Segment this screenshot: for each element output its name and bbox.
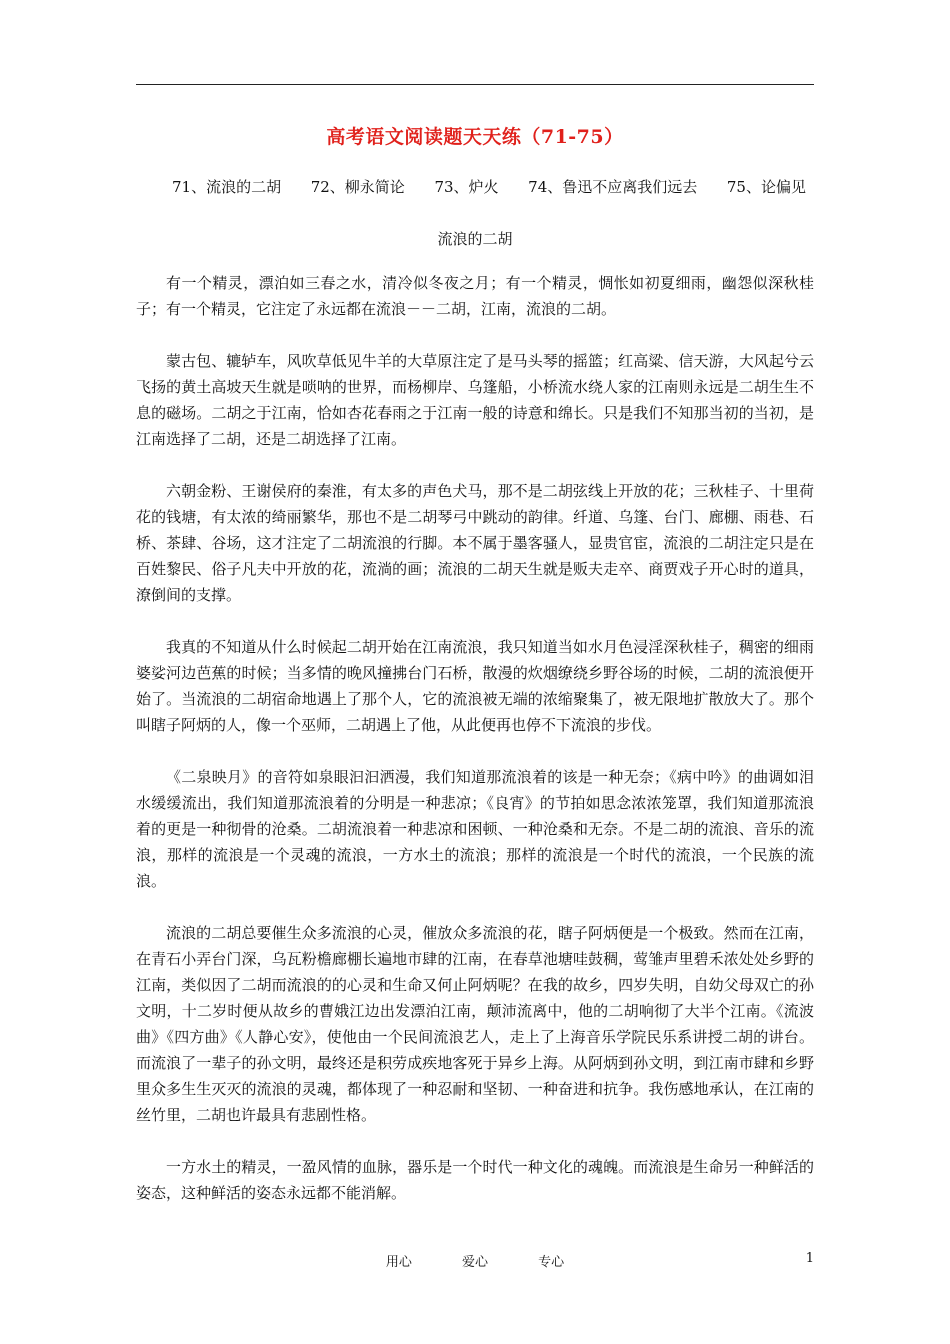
paragraph: 有一个精灵，漂泊如三春之水，清冷似冬夜之月；有一个精灵，惆怅如初夏细雨，幽怨似深秋桂子；有一个精灵，它注定了永远都在流浪－－二胡，江南，流浪的二胡。 [136, 274, 814, 318]
page-number: 1 [805, 1251, 814, 1266]
table-of-contents [136, 176, 814, 197]
paragraph: 蒙古包、辘轳车，风吹草低见牛羊的大草原注定了是马头琴的摇篮；红高粱、信天游，大风起兮云飞扬的黄土高坡天生就是唢呐的世界，而杨柳岸、乌篷船，小桥流水绕人家的江南则永远是二胡生生不息的磁场。二胡之于江南，恰如杏花春雨之于江南一般的诗意和绵长。只是我们不知那当初的当初，是江南选择了二胡，还是二胡选择了江南。 [136, 352, 814, 448]
paragraph: 一方水土的精灵，一盈风情的血脉，器乐是一个时代一种文化的魂魄。而流浪是生命另一种鲜活的姿态，这种鲜活的姿态永远都不能消解。 [136, 1158, 814, 1202]
header-rule [136, 84, 814, 85]
paragraph: 《二泉映月》的音符如泉眼汩汩洒漫，我们知道那流浪着的该是一种无奈；《病中吟》的曲调如泪水缓缓流出，我们知道那流浪着的分明是一种悲凉；《良宵》的节拍如思念浓浓笼罩，我们知道那流浪着的更是一种彻骨的沧桑。二胡流浪着一种悲凉和困顿、一种沧桑和无奈。不是二胡的流浪、音乐的流浪，那样的流浪是一个灵魂的流浪，一方水土的流浪；那样的流浪是一个时代的流浪，一个民族的流浪。 [136, 768, 814, 890]
paragraph: 我真的不知道从什么时候起二胡开始在江南流浪，我只知道当如水月色浸淫深秋桂子，稠密的细雨婆娑河边芭蕉的时候；当多情的晚风撞拂台门石桥，散漫的炊烟缭绕乡野谷场的时候，二胡的流浪便开始了。当流浪的二胡宿命地遇上了那个人，它的流浪被无端的浓缩聚集了，被无限地扩散放大了。那个叫瞎子阿炳的人，像一个巫师，二胡遇上了他，从此便再也停不下流浪的步伐。 [136, 638, 814, 734]
toc-item: 73、炉火 [434, 178, 499, 196]
page-footer [136, 1251, 814, 1271]
toc-item: 71、流浪的二胡 [172, 178, 282, 196]
paragraph: 流浪的二胡总要催生众多流浪的心灵，催放众多流浪的花，瞎子阿炳便是一个极致。然而在江南，在青石小弄台门深，乌瓦粉檐廊棚长遍地市肆的江南，在春草池塘哇鼓稠，莺雏声里碧禾浓处处乡野的江南，类似因了二胡而流浪的的心灵和生命又何止阿炳呢？在我的故乡，四岁失明，自幼父母双亡的孙文明，十二岁时便从故乡的曹娥江边出发漂泊江南，颠沛流离中，他的二胡响彻了大半个江南。《流波曲》《四方曲》《人静心安》，使他由一个民间流浪艺人，走上了上海音乐学院民乐系讲授二胡的讲台。而流浪了一辈子的孙文明，最终还是积劳成疾地客死于异乡上海。从阿炳到孙文明，到江南市肆和乡野里众多生生灭灭的流浪的灵魂，都体现了一种忍耐和坚韧、一种奋进和抗争。我伤感地承认，在江南的丝竹里，二胡也许最具有悲剧性格。 [136, 924, 814, 1124]
footer-motto-item: 专心 [538, 1255, 565, 1270]
footer-motto-item: 用心 [385, 1255, 412, 1270]
toc-item: 75、论偏见 [726, 178, 806, 196]
footer-motto [136, 1251, 814, 1270]
article-body [136, 270, 814, 1232]
section-title: 流浪的二胡 [437, 230, 513, 248]
toc-item: 72、柳永简论 [310, 178, 405, 196]
toc-item: 74、鲁迅不应离我们远去 [528, 178, 698, 196]
paragraph: 六朝金粉、王谢侯府的秦淮，有太多的声色犬马，那不是二胡弦线上开放的花；三秋桂子、十里荷花的钱塘，有太浓的绮丽繁华，那也不是二胡琴弓中跳动的韵律。纤道、乌篷、台门、廊棚、雨巷、石桥、茶肆、谷场，这才注定了二胡流浪的行脚。本不属于墨客骚人，显贵官宦，流浪的二胡注定只是在百姓黎民、俗子凡夫中开放的花，流淌的画；流浪的二胡天生就是贩夫走卒、商贾戏子开心时的道具，潦倒间的支撑。 [136, 482, 814, 604]
footer-motto-item: 爱心 [461, 1255, 488, 1270]
document-title: 高考语文阅读题天天练（71-75） [326, 126, 624, 148]
